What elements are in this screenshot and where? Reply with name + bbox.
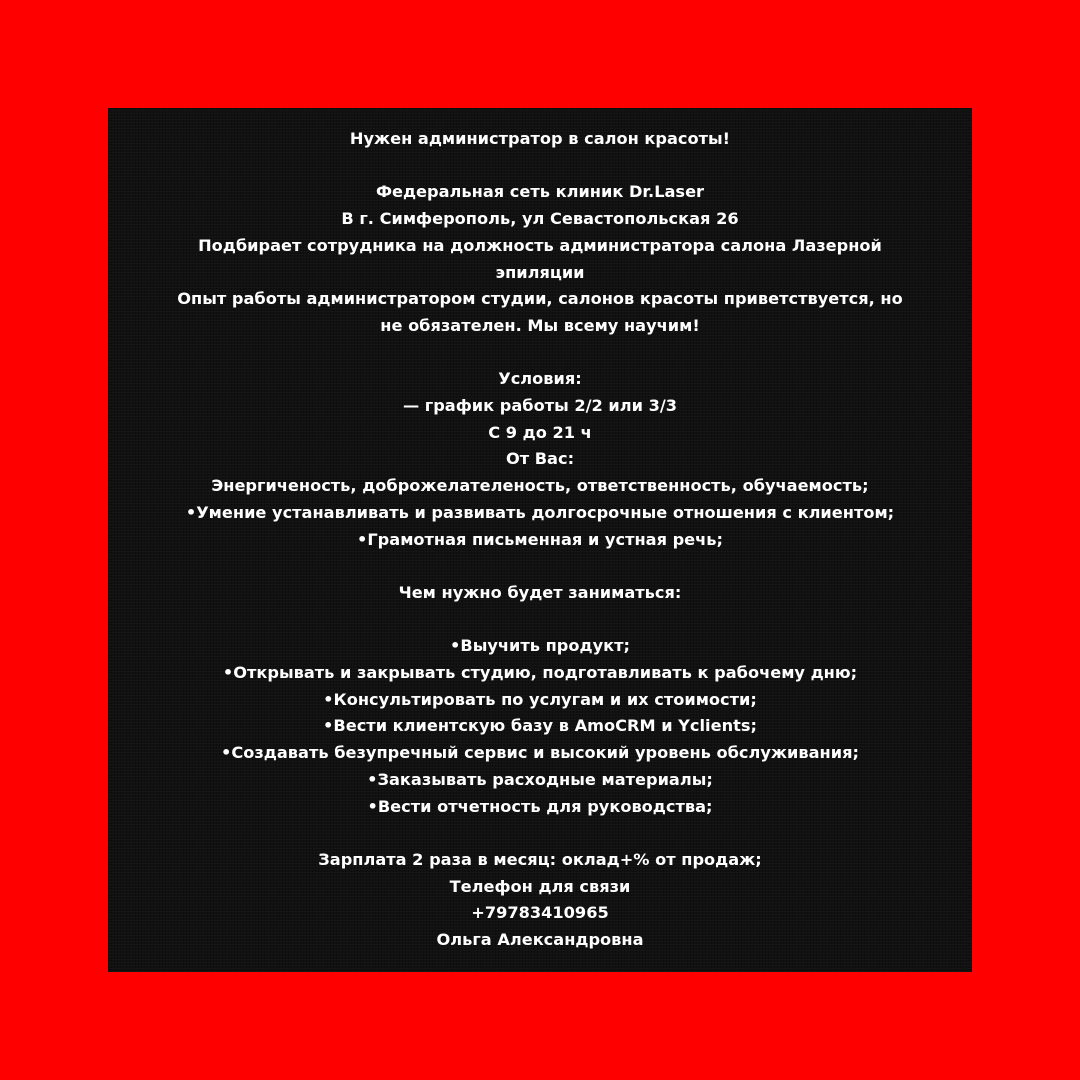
contact-name: Ольга Александровна xyxy=(436,930,644,950)
experience-line: Опыт работы администратором студии, салонов красоты приветствуется, но xyxy=(177,289,903,309)
duty-item: •Создавать безупречный сервис и высокий уровень обслуживания; xyxy=(221,743,859,763)
experience-line-continued: не обязателен. Мы всему научим! xyxy=(380,315,700,335)
phone-number: +79783410965 xyxy=(471,903,609,923)
headline: Нужен администратор в салон красоты! xyxy=(349,129,731,148)
address-line: В г. Симферополь, ул Севастопольская 26 xyxy=(341,209,739,229)
spacer xyxy=(108,607,972,634)
conditions-title: Условия: xyxy=(498,369,582,389)
schedule-line: — график работы 2/2 или 3/3 xyxy=(402,396,678,415)
duty-item: •Выучить продукт; xyxy=(450,636,630,656)
duty-item: •Открывать и закрывать студию, подготавливать к рабочему дню; xyxy=(222,663,858,682)
requirement-item: •Умение устанавливать и развивать долгосрочные отношения с клиентом; xyxy=(185,502,895,522)
vacancy-text xyxy=(108,126,972,954)
duty-item: •Консультировать по услугам и их стоимости; xyxy=(323,689,757,709)
spacer xyxy=(108,340,972,367)
spacer xyxy=(108,553,972,580)
duty-item: •Вести отчетность для руководства; xyxy=(367,796,713,816)
requirements-title: От Вас: xyxy=(505,449,575,469)
contact-label: Телефон для связи xyxy=(449,876,631,896)
spacer xyxy=(108,153,972,180)
salary-line: Зарплата 2 раза в месяц: оклад+% от продаж; xyxy=(318,849,762,869)
requirement-item: Энергиченость, доброжелателеность, ответственность, обучаемость; xyxy=(211,476,869,496)
spacer xyxy=(108,820,972,847)
requirement-item: •Грамотная письменная и устная речь; xyxy=(357,529,723,549)
duty-item: •Вести клиентскую базу в AmoCRM и Yclients; xyxy=(323,716,757,736)
position-line-continued: эпиляции xyxy=(495,262,585,282)
company-line: Федеральная сеть клиник Dr.Laser xyxy=(375,182,705,202)
hours-line: С 9 до 21 ч xyxy=(488,422,592,442)
duties-title: Чем нужно будет заниматься: xyxy=(398,582,682,602)
text-panel xyxy=(108,108,972,972)
duty-item: •Заказывать расходные материалы; xyxy=(367,769,713,789)
position-line: Подбирает сотрудника на должность администратора салона Лазерной xyxy=(198,235,882,255)
